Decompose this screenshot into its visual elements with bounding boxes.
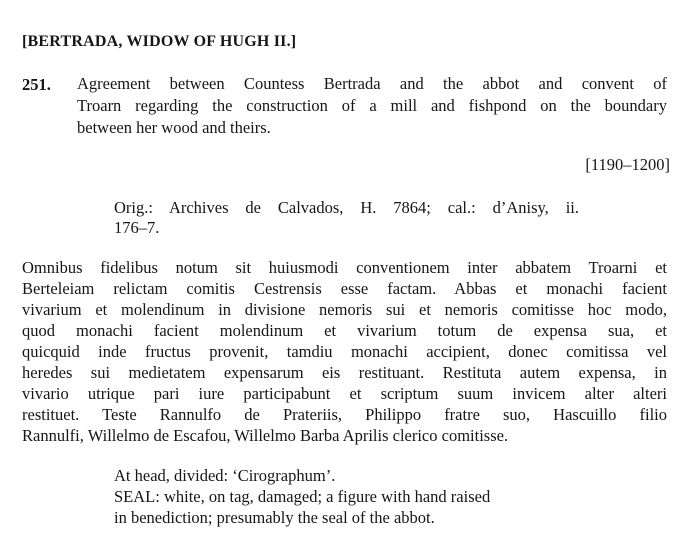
charter-number: 251.: [22, 75, 51, 94]
summary-line: Troarn regarding the construction of a mill and fishpond on the boundary: [77, 96, 667, 115]
source-line: 176–7.: [114, 218, 160, 237]
note-line: At head, divided: ‘Cirographum’.: [114, 466, 336, 485]
note-line: in benediction; presumably the seal of the abbot.: [114, 508, 435, 527]
note-line: SEAL: white, on tag, damaged; a figure with hand raised: [114, 487, 491, 506]
summary-line: between her wood and theirs.: [77, 118, 271, 137]
section-heading: [BERTRADA, WIDOW OF HUGH II.]: [22, 33, 297, 50]
summary-line: Agreement between Countess Bertrada and the abbot and convent of: [77, 74, 667, 93]
latin-line: vivarium et molendinum in divisione nemoris sui et nemoris comitisse hoc modo,: [22, 300, 667, 319]
latin-line: quod monachi facient molendinum et vivarium totum de expensa sua, et: [22, 321, 667, 340]
latin-line: restituet. Teste Rannulfo de Prateriis, Philippo fratre suo, Hascuillo filio: [22, 405, 667, 424]
latin-line: vivario utrique pari iure participabunt et scriptum suum invicem alter alteri: [22, 384, 667, 403]
latin-line: quicquid inde fructus provenit, tamdiu monachi accipient, donec comitissa vel: [22, 342, 667, 361]
latin-line: Berteleiam relictam comitis Cestrensis esse factam. Abbas et monachi facient: [22, 279, 667, 298]
charter-date: [1190–1200]: [585, 155, 670, 174]
source-line: Orig.: Archives de Calvados, H. 7864; cal.: d’Anisy, ii.: [114, 198, 579, 217]
latin-line: Rannulfi, Willelmo de Escafou, Willelmo Barba Aprilis clerico comitisse.: [22, 426, 509, 445]
latin-line: heredes sui medietatem expensarum eis restituant. Restituta autem expensa, in: [22, 363, 667, 382]
latin-line: Omnibus fidelibus notum sit huiusmodi conventionem inter abbatem Troarni et: [22, 258, 667, 277]
